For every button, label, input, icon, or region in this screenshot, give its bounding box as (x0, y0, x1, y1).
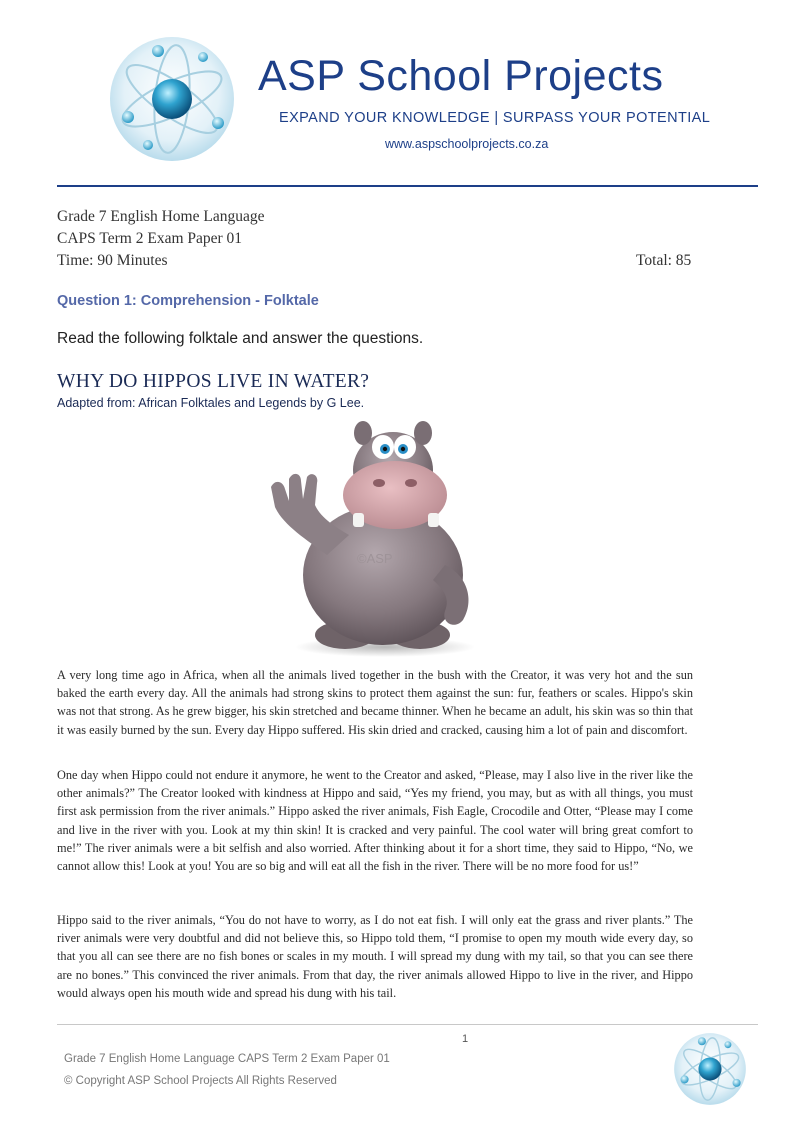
footer-document-title: Grade 7 English Home Language CAPS Term 2 Exam Paper 01 (64, 1053, 390, 1065)
footer-copyright: © Copyright ASP School Projects All Rights Reserved (64, 1075, 337, 1087)
story-paragraph-3: Hippo said to the river animals, “You do not have to worry, as I do not eat fish. I will only eat the grass and river plants.” The river animals were very doubtful and did not believe this, so Hippo told them, “I promise to open my mouth wide every day, so that you all can see there are no fish bones or scales in my mouth. I will spread my dung with my tail, so that you can see there are no bones.” This convinced the river animals. From that day, the river animals allowed Hippo to live in the river, and Hippo would always open his mouth wide and spread his dung with his tail. (57, 913, 693, 1000)
brand-tagline: EXPAND YOUR KNOWLEDGE | SURPASS YOUR POTENTIAL (279, 110, 711, 126)
page-number: 1 (462, 1033, 469, 1045)
story-paragraph-1: A very long time ago in Africa, when all the animals lived together in the bush with the Creator, it was very hot and the sun baked the earth every day. All the animals had strong skins to protect them against the sun: fur, feathers or scales. Hippo's skin was not that strong. As he grew bigger, his skin stretched and became thinner. When he became an adult, his skin was so thin that it was easily burned by the sun. Every day Hippo suffered. His skin dried and cracked, causing him a lot of pain and discomfort. (57, 668, 693, 737)
atom-logo-icon (108, 35, 236, 163)
question-title: Question 1: Comprehension - Folktale (57, 293, 319, 309)
footer-divider (57, 1024, 758, 1025)
header-divider (57, 185, 758, 187)
question-instruction: Read the following folktale and answer the questions. (57, 330, 424, 347)
exam-time: Time: 90 Minutes (57, 252, 168, 269)
brand-url: www.aspschoolprojects.co.za (385, 137, 549, 151)
brand-title: ASP School Projects (258, 52, 664, 100)
exam-total: Total: 85 (636, 252, 692, 269)
story-title: WHY DO HIPPOS LIVE IN WATER? (57, 371, 370, 392)
atom-logo-icon (673, 1032, 747, 1106)
story-paragraph-2: One day when Hippo could not endure it anymore, he went to the Creator and asked, “Please, may I also live in the river like the other animals?” The Creator looked with kindness at Hippo and said, “Yes my friend, you may, but as with all things, you must first ask permission from the river animals.” Hippo asked the river animals, Fish Eagle, Crocodile and Otter, “Please may I come and live in the river with you. Look at my thin skin! It is cracked and very painful. The cool water will bring great comfort to me!” The river animals were a bit selfish and also worried. After thinking about it for a short time, they said to Hippo, “No, we cannot allow this! Look at you! You are so big and will eat all the fish in the river. There will be no more food for us!” (57, 768, 693, 874)
hippo-illustration (245, 415, 525, 660)
story-source: Adapted from: African Folktales and Legends by G Lee. (57, 396, 365, 410)
hippo-watermark: ©ASP (357, 551, 393, 566)
exam-paper: CAPS Term 2 Exam Paper 01 (57, 230, 243, 247)
exam-subject: Grade 7 English Home Language (57, 208, 265, 225)
